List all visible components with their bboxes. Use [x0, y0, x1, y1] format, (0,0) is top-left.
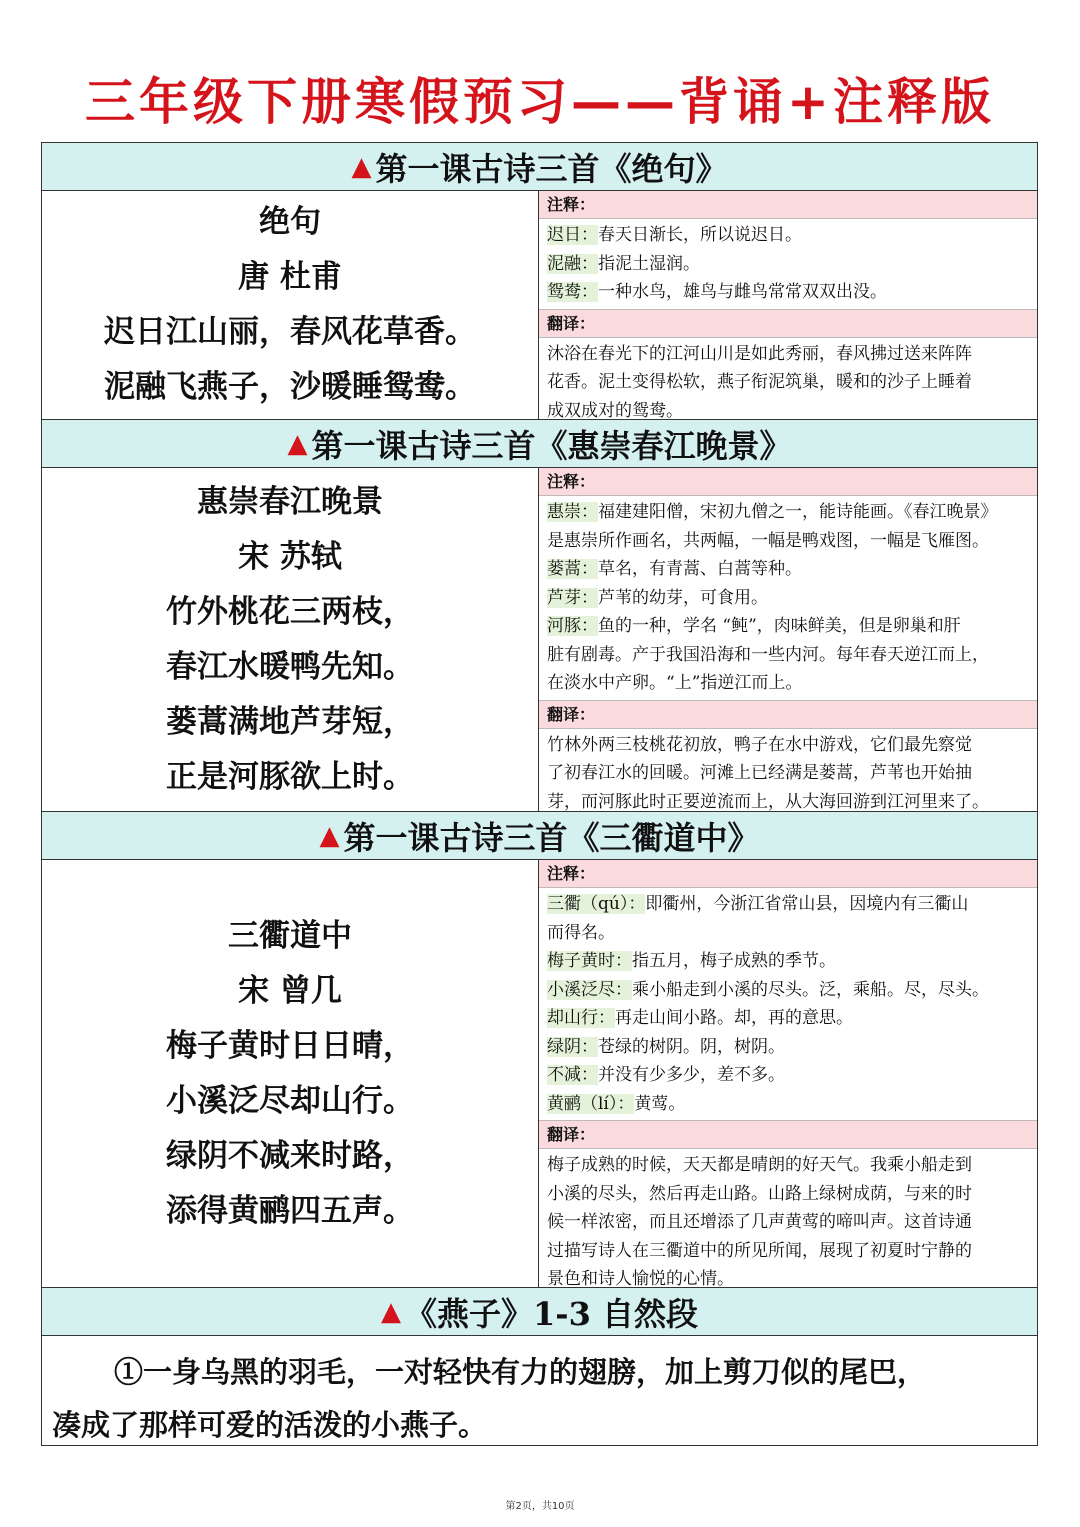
section-body-3: [42, 860, 1037, 1288]
section-body-2: [42, 468, 1037, 812]
note-text: 并没有少多少，差不多。: [598, 1065, 785, 1085]
poem-line: 添得黄鹂四五声。: [166, 1192, 414, 1229]
passage-line: ①一身乌黑的羽毛，一对轻快有力的翅膀，加上剪刀似的尾巴，: [114, 1355, 927, 1389]
notes-label: 注释：: [539, 860, 1037, 888]
notes-label: 注释：: [539, 468, 1037, 496]
note-item: [547, 555, 1031, 584]
note-text: 苍绿的树阴。阴，树阴。: [598, 1036, 785, 1057]
note-text: 福建建阳僧，宋初九僧之一，能诗能画。《春江晚景》: [598, 502, 998, 522]
section-title: 《燕子》1-3 自然段: [405, 1294, 698, 1333]
translation-line: 芽，而河豚此时正要逆流而上，从大海回游到江河里来了。: [547, 791, 989, 812]
poem-author: 宋 曾几: [238, 972, 342, 1009]
note-term: 小溪泛尽：: [547, 979, 632, 1000]
note-item-cont: 而得名。: [547, 922, 615, 943]
note-item: [547, 498, 1031, 527]
passage-text: [42, 1336, 1037, 1445]
poem-title: 三衢道中: [228, 917, 352, 954]
note-item: [547, 612, 1031, 641]
poem-author: 唐 杜甫: [238, 259, 342, 295]
translation-line: 了初春江水的回暖。河滩上已经满是蒌蒿，芦苇也开始抽: [547, 763, 972, 783]
notes-list: [539, 219, 1037, 310]
translation-line: 过描写诗人在三衢道中的所见所闻，展现了初夏时宁静的: [547, 1240, 972, 1261]
note-item-cont: 是惠崇所作画名，共两幅，一幅是鸭戏图，一幅是飞雁图。: [547, 530, 989, 551]
translation-text: [539, 729, 1037, 819]
notes-panel: [539, 860, 1037, 1287]
notes-label: 注释：: [539, 191, 1037, 219]
poem-line: 正是河豚欲上时。: [166, 758, 414, 795]
poem-line: 绿阴不减来时路，: [166, 1137, 414, 1174]
poem-line: 春江水暖鸭先知。: [166, 648, 414, 685]
note-item: [547, 584, 1031, 613]
note-text: 即衢州，今浙江省常山县，因境内有三衢山: [645, 894, 969, 914]
poem-line: 泥融飞燕子，沙暖睡鸳鸯。: [104, 369, 476, 405]
poem-line: 竹外桃花三两枝，: [166, 593, 414, 630]
triangle-icon: ▲: [319, 820, 340, 851]
translation-label: 翻译：: [539, 1121, 1037, 1149]
note-term: 泥融：: [547, 253, 598, 274]
note-term: 芦芽：: [547, 587, 598, 608]
note-term: 却山行：: [547, 1008, 615, 1028]
section-body-1: [42, 191, 1037, 420]
section-title: 第一课古诗三首《三衢道中》: [343, 818, 760, 857]
translation-line: 成双成对的鸳鸯。: [547, 400, 683, 421]
note-item: [547, 1061, 1031, 1090]
note-text: 鱼的一种，学名 “鲀”，肉味鲜美，但是卵巢和肝: [598, 616, 961, 636]
triangle-icon: ▲: [287, 428, 308, 459]
poem-title: 绝句: [259, 204, 321, 240]
note-item: [547, 250, 1031, 279]
note-text: 芦苇的幼芽，可食用。: [598, 587, 768, 608]
triangle-icon: ▲: [351, 151, 372, 182]
notes-list: [539, 496, 1037, 701]
note-item: [547, 976, 1031, 1005]
note-term: 黄鹂（lí）：: [547, 1093, 635, 1114]
poem-line: 小溪泛尽却山行。: [166, 1082, 414, 1119]
section-heading-2: [42, 420, 1037, 468]
note-item: [547, 947, 1031, 976]
notes-panel: [539, 191, 1037, 419]
note-text: 指五月，梅子成熟的季节。: [632, 951, 836, 971]
page-title: 三年级下册寒假预习——背诵+注释版: [85, 73, 995, 131]
poem-line: 梅子黄时日日晴，: [166, 1027, 414, 1064]
note-term: 绿阴：: [547, 1036, 598, 1057]
page-footer: 第2页，共10页: [505, 1501, 575, 1512]
note-text: 指泥土湿润。: [598, 253, 700, 274]
passage-line: 凑成了那样可爱的活泼的小燕子。: [52, 1408, 488, 1442]
note-item-cont: 在淡水中产卵。“上”指逆江而上。: [547, 673, 803, 693]
section-heading-3: [42, 812, 1037, 860]
note-item: [547, 221, 1031, 250]
translation-label: 翻译：: [539, 701, 1037, 729]
note-item: [547, 1004, 1031, 1033]
note-item: [547, 278, 1031, 307]
translation-line: 候一样浓密，而且还增添了几声黄莺的啼叫声。这首诗通: [547, 1212, 972, 1232]
note-term: 鸳鸯：: [547, 282, 598, 302]
section-title: 第一课古诗三首《绝句》: [375, 149, 728, 188]
translation-line: 花香。泥土变得松软，燕子衔泥筑巢，暖和的沙子上睡着: [547, 372, 972, 392]
note-term: 三衢（qú）：: [547, 894, 646, 914]
note-term: 迟日：: [547, 225, 598, 245]
triangle-icon: ▲: [381, 1296, 402, 1327]
note-text: 乘小船走到小溪的尽头。泛，乘船。尽，尽头。: [632, 979, 989, 1000]
notes-panel: [539, 468, 1037, 811]
note-text: 草名，有青蒿、白蒿等种。: [598, 559, 802, 579]
poem-line: 蒌蒿满地芦芽短，: [166, 703, 414, 740]
poem-text: [42, 468, 539, 811]
translation-label: 翻译：: [539, 310, 1037, 338]
section-heading-1: [42, 143, 1037, 191]
note-item: [547, 890, 1031, 919]
poem-line: 迟日江山丽，春风花草香。: [104, 314, 476, 350]
note-term: 不减：: [547, 1065, 598, 1085]
translation-text: [539, 338, 1037, 428]
translation-line: 梅子成熟的时候，天天都是晴朗的好天气。我乘小船走到: [547, 1155, 972, 1175]
notes-list: [539, 888, 1037, 1121]
note-text: 再走山间小路。却，再的意思。: [615, 1008, 853, 1028]
note-text: 一种水鸟，雄鸟与雌鸟常常双双出没。: [598, 282, 887, 302]
poem-title: 惠崇春江晚景: [197, 483, 383, 520]
note-term: 蒌蒿：: [547, 559, 598, 579]
note-item-cont: 脏有剧毒。产于我国沿海和一些内河。每年春天逆江而上，: [547, 644, 989, 665]
note-text: 春天日渐长，所以说迟日。: [598, 225, 802, 245]
note-term: 惠崇：: [547, 502, 598, 522]
translation-text: [539, 1149, 1037, 1296]
translation-line: 竹林外两三枝桃花初放，鸭子在水中游戏，它们最先察觉: [547, 734, 972, 755]
note-term: 河豚：: [547, 616, 598, 636]
study-sheet: [41, 142, 1038, 1446]
translation-line: 沐浴在春光下的江河山川是如此秀丽，春风拂过送来阵阵: [547, 343, 972, 364]
note-item: [547, 1033, 1031, 1062]
poem-text: [42, 191, 539, 419]
poem-text: [42, 860, 539, 1287]
translation-line: 景色和诗人愉悦的心情。: [547, 1269, 734, 1289]
note-term: 梅子黄时：: [547, 951, 632, 971]
note-item: [547, 1090, 1031, 1119]
poem-author: 宋 苏轼: [238, 538, 342, 575]
translation-line: 小溪的尽头，然后再走山路。山路上绿树成荫，与来的时: [547, 1183, 972, 1204]
section-title: 第一课古诗三首《惠崇春江晚景》: [311, 426, 792, 465]
note-text: 黄莺。: [634, 1093, 686, 1114]
